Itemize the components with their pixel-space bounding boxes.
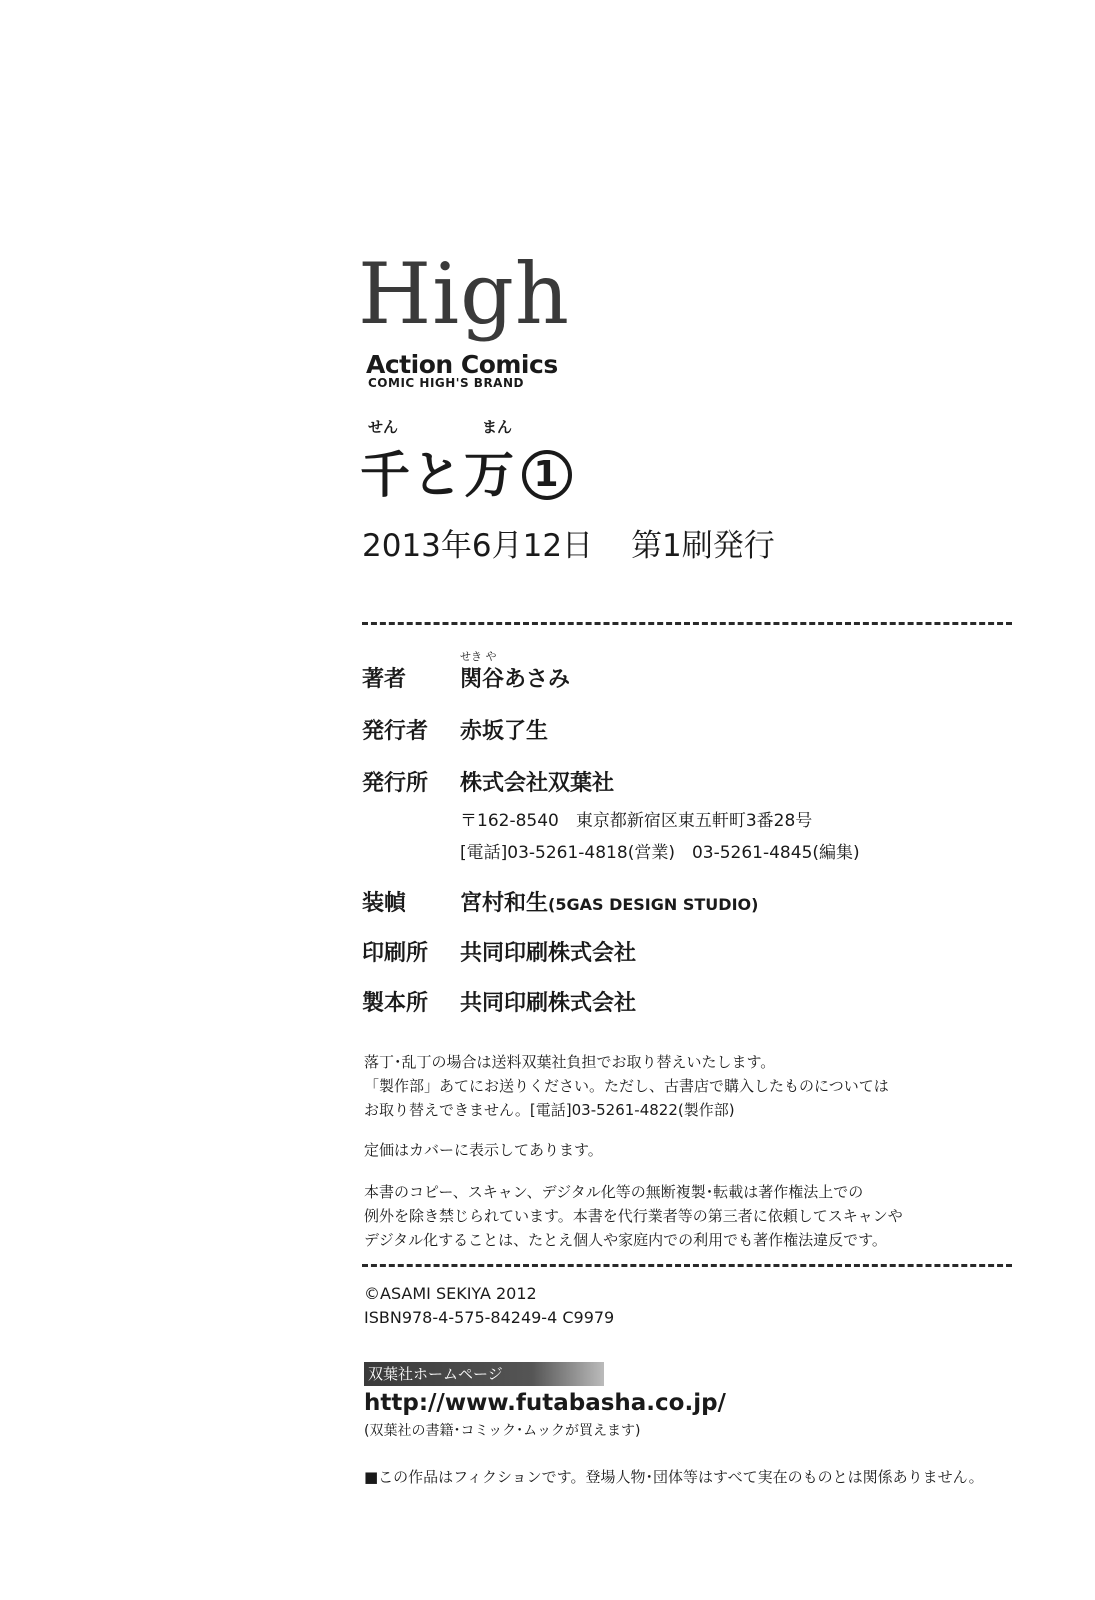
copyright-notice-line: 例外を除き禁じられています。本書を代行業者等の第三者に依頼してスキャンや — [364, 1207, 903, 1225]
copyright-notice — [364, 1180, 903, 1252]
copyright-notice-line: 本書のコピー、スキャン、デジタル化等の無断複製･転載は著作権法上での — [364, 1183, 864, 1201]
book-title — [360, 446, 572, 504]
title-ruby-man: まん — [482, 418, 513, 436]
logo-brand: COMIC HIGH'S BRAND — [368, 376, 524, 390]
replacement-note — [364, 1050, 889, 1122]
logo-high: High — [358, 245, 570, 343]
binder-label: 製本所 — [362, 991, 429, 1016]
replacement-line: お取り替えできません。[電話]03-5261-4822(製作部) — [364, 1101, 735, 1119]
divider-top — [362, 622, 1012, 625]
publisher-address: 〒162-8540 東京都新宿区東五軒町3番28号 — [460, 811, 813, 831]
publisher-person-label: 発行者 — [362, 719, 429, 744]
binder-name: 共同印刷株式会社 — [460, 991, 637, 1016]
author-label: 著者 — [362, 667, 407, 692]
publication-date-text: 2013年6月12日 — [362, 528, 594, 564]
designer — [460, 886, 758, 917]
publication-date — [362, 520, 775, 565]
publisher-phone: [電話]03-5261-4818(営業) 03-5261-4845(編集) — [460, 843, 860, 863]
publisher-name: 株式会社双葉社 — [460, 771, 615, 796]
design-studio: (5GAS DESIGN STUDIO) — [548, 895, 759, 914]
printing-text: 第1刷発行 — [631, 528, 775, 564]
title-ruby-sen: せん — [368, 418, 399, 436]
replacement-line: 「製作部」あてにお送りください。ただし、古書店で購入したものについては — [364, 1077, 889, 1095]
copyright-notice-line: デジタル化することは、たとえ個人や家庭内での利用でも著作権法違反です。 — [364, 1231, 887, 1249]
volume-number: 1 — [522, 450, 572, 500]
designer-name: 宮村和生 — [460, 891, 549, 916]
design-label: 装幀 — [362, 891, 407, 916]
publisher-person: 赤坂了生 — [460, 719, 549, 744]
replacement-line: 落丁･乱丁の場合は送料双葉社負担でお取り替えいたします。 — [364, 1053, 776, 1071]
printer-name: 共同印刷株式会社 — [460, 941, 637, 966]
homepage-sub: (双葉社の書籍･コミック･ムックが買えます) — [364, 1423, 641, 1439]
author-ruby: せき や — [460, 650, 497, 663]
author-name: 関谷あさみ — [460, 667, 571, 692]
homepage-banner: 双葉社ホームページ — [364, 1362, 604, 1386]
price-note: 定価はカバーに表示してあります。 — [364, 1141, 603, 1159]
printer-label: 印刷所 — [362, 941, 429, 966]
fiction-disclaimer: ■この作品はフィクションです。登場人物･団体等はすべて実在のものとは関係ありません。 — [364, 1468, 984, 1486]
publisher-label: 発行所 — [362, 771, 429, 796]
isbn-line: ISBN978-4-575-84249-4 C9979 — [364, 1308, 615, 1327]
logo-action-comics: Action Comics — [366, 350, 558, 379]
homepage-url[interactable]: http://www.futabasha.co.jp/ — [364, 1390, 726, 1416]
book-title-text: 千と万 — [360, 446, 516, 504]
divider-bottom — [362, 1264, 1012, 1267]
copyright-line: ©ASAMI SEKIYA 2012 — [364, 1284, 537, 1303]
